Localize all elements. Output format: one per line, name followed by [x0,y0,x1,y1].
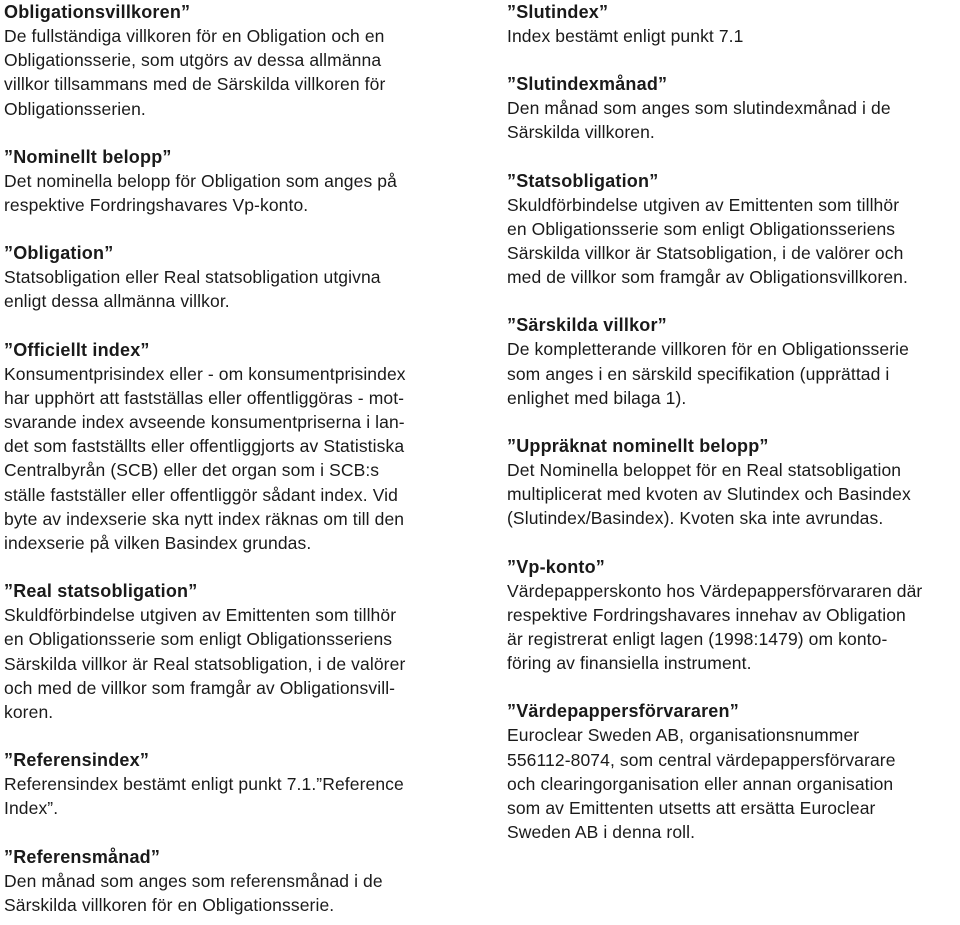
definition-text: Statsobligation eller Real statsobligation utgivna enligt dessa allmänna villkor. [4,267,381,312]
definition-term: ”Särskilda villkor” [507,315,667,336]
definition-text: Den månad som anges som slutindexmånad i de Särskilda villkoren. [507,98,891,143]
definition-obligation [4,241,444,313]
definition-officiellt-index [4,338,444,556]
definition-slutindexmanad [507,72,960,144]
definition-term: Obligationsvillkoren” [4,2,191,22]
definition-obligationsvillkoren [4,0,444,121]
definition-text: Skuldförbindelse utgiven av Emittenten som tillhör en Obligationsserie som enligt Obligationsseriens Särskilda villkor är Real statsobligation, i de valörer och med de villkor som framgår av Obligationsvill- koren. [4,605,406,723]
left-column [4,0,444,917]
definition-upprknat-nominellt-belopp [507,434,960,531]
definition-sarskilda-villkor [507,313,960,410]
definition-text: Index bestämt enligt punkt 7.1 [507,26,744,46]
definition-text: Skuldförbindelse utgiven av Emittenten som tillhör en Obligationsserie som enligt Obligationsseriens Särskilda villkor är Statsobligation, i de valörer och med de villkor som framgår av Obligationsvillkoren. [507,194,908,288]
definition-term: ”Officiellt index” [4,339,150,360]
definition-text: De fullständiga villkoren för en Obligation och en Obligationsserie, som utgörs av dessa allmänna villkor tillsammans med de Särskilda villkoren för Obligationsserien. [4,26,386,119]
definition-term: ”Real statsobligation” [4,581,198,602]
definition-referensmanad [4,845,444,917]
definition-nominellt-belopp [4,145,444,217]
definition-term: ”Uppräknat nominellt belopp” [507,436,769,457]
definition-text: Euroclear Sweden AB, organisationsnummer 556112-8074, som central värdepappersförvarare och clearingorganisation eller annan organisation som av Emittenten utsetts att ersätta Euroclear Sweden AB i denna roll. [507,725,896,843]
definition-slutindex [507,0,960,48]
definition-text: Referensindex bestämt enligt punkt 7.1.”Reference Index”. [4,774,404,819]
definition-term: ”Referensmånad” [4,846,161,867]
definition-text: De kompletterande villkoren för en Obligationsserie som anges i en särskild specifikation (upprättad i enlighet med bilaga 1). [507,339,909,408]
definition-referensindex [4,748,444,820]
definition-statsobligation [507,169,960,290]
definition-text: Konsumentprisindex eller - om konsumentprisindex har upphört att fastställas eller offentliggöras - mot- svarande index avseende konsumentpriserna i lan- det som fastställts eller offentliggjorts av Statistiska Centralbyrån (SCB) eller det organ som i SCB:s ställe fastställer eller offentliggör sådant index. Vid byte av indexserie ska nytt index räknas om till den indexserie på vilken Basindex grundas. [4,363,406,554]
definition-text: Det nominella belopp för Obligation som anges på respektive Fordringshavares Vp-konto. [4,170,397,216]
definition-vardepappersforvararen [507,699,960,844]
definition-term: ”Referensindex” [4,750,150,771]
definition-term: ”Obligation” [4,243,114,264]
definition-term: ”Slutindex” [507,2,609,22]
definition-text: Värdepapperskonto hos Värdepappersförvararen där respektive Fordringshavares innehav av Obligation är registrerat enligt lagen (1998:1479) om konto- föring av finansiella instrument. [507,580,923,674]
definition-term: ”Vp-konto” [507,556,605,577]
definition-term: ”Slutindexmånad” [507,74,668,95]
definition-vp-konto [507,555,960,676]
definition-term: ”Nominellt belopp” [4,146,172,167]
right-column [507,0,960,844]
definition-text: Den månad som anges som referensmånad i de Särskilda villkoren för en Obligationsserie. [4,870,383,915]
definition-real-statsobligation [4,579,444,724]
definition-term: ”Värdepappersförvararen” [507,701,739,722]
definition-term: ”Statsobligation” [507,170,659,191]
definition-text: Det Nominella beloppet för en Real statsobligation multiplicerat med kvoten av Slutindex och Basindex (Slutindex/Basindex). Kvoten ska inte avrundas. [507,460,911,529]
